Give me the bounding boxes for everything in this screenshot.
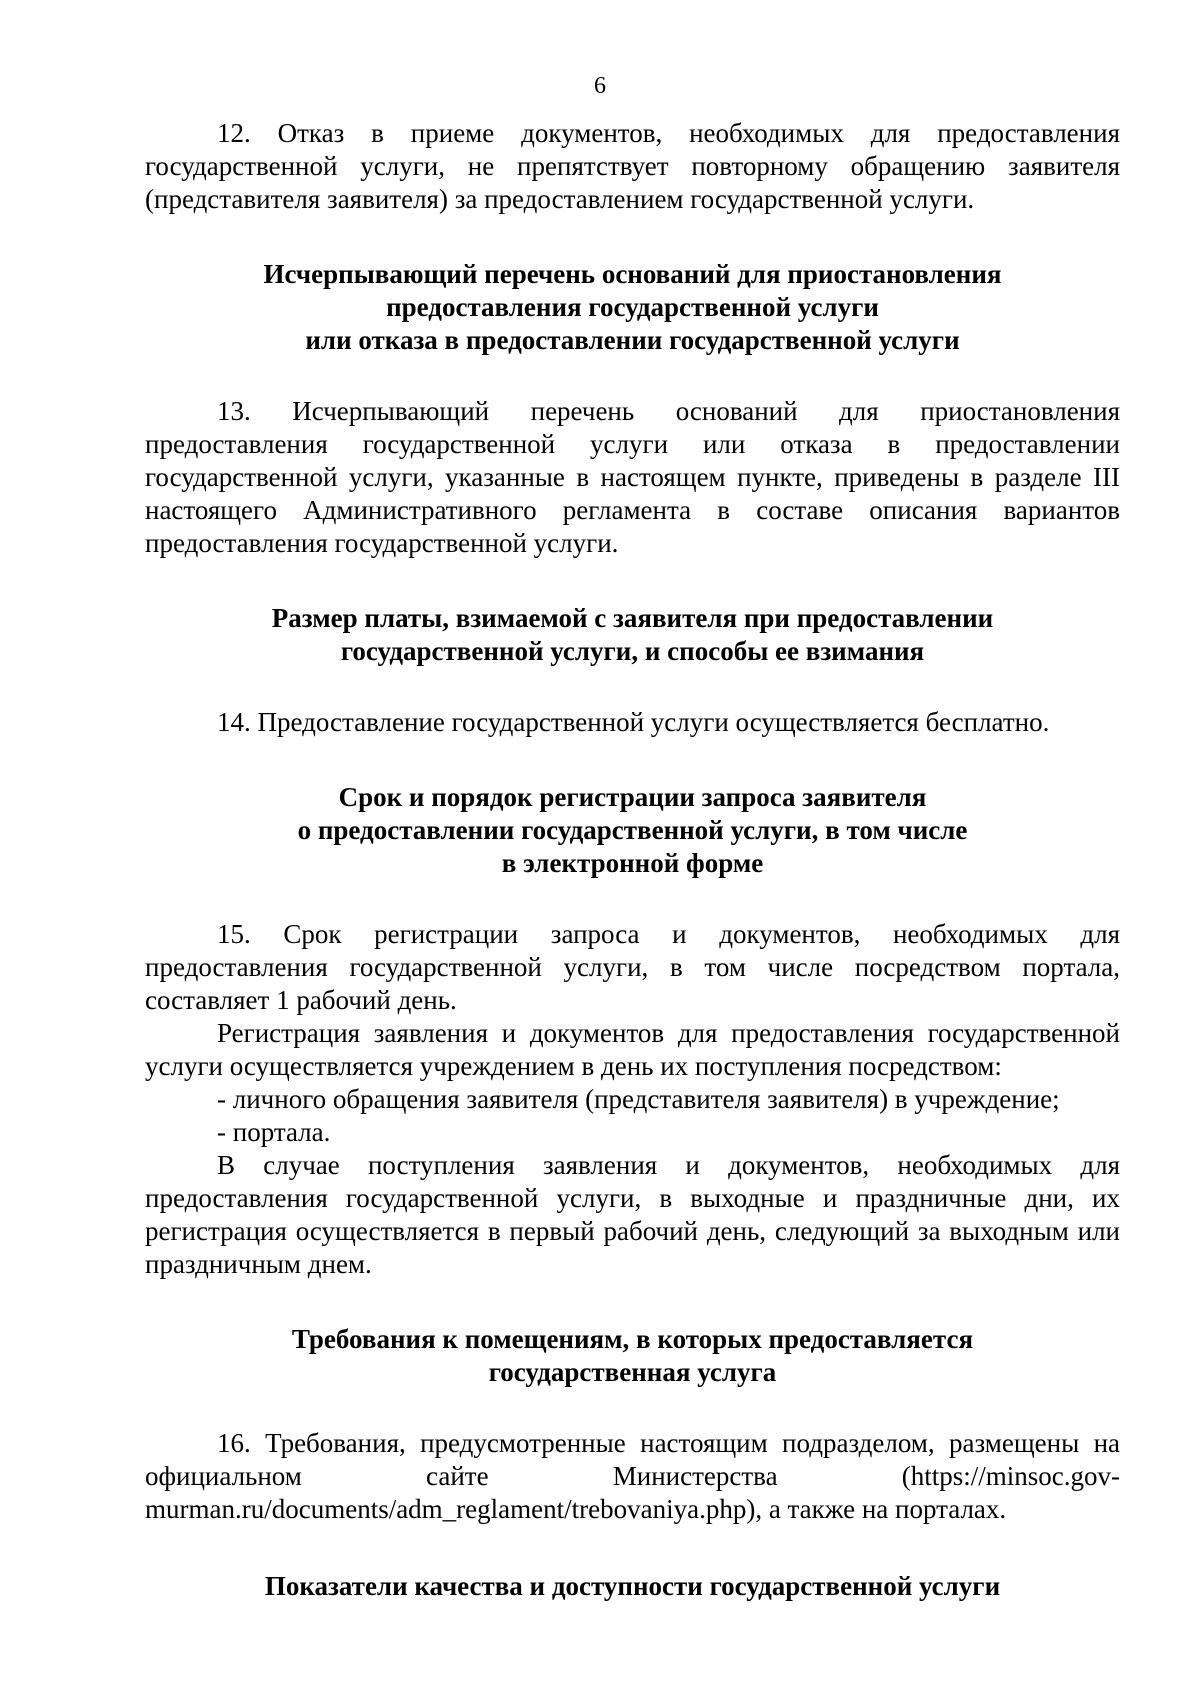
paragraph-12: 12. Отказ в приеме документов, необходимых для предоставления государственной услуги, не препятствует повторному обращению заявителя (представителя заявителя) за предоставлением государственной услуги. xyxy=(145,118,1120,214)
heading-line: Требования к помещениям, в которых предоставляется xyxy=(291,1324,974,1354)
heading-grounds-for-refusal xyxy=(145,258,1120,357)
list-item: - личного обращения заявителя (представителя заявителя) в учреждение; xyxy=(217,1084,1060,1114)
heading-line: или отказа в предоставлении государственной услуги xyxy=(305,325,960,355)
heading-line: Показатели качества и доступности государственной услуги xyxy=(264,1571,1001,1601)
heading-line: государственной услуги, и способы ее взимания xyxy=(340,636,925,666)
heading-line: Срок и порядок регистрации запроса заявителя xyxy=(338,782,927,812)
heading-registration xyxy=(145,781,1120,880)
paragraph-16: 16. Требования, предусмотренные настоящим подразделом, размещены на официальном сайте Министерства (https://minsoc.gov-murman.ru/documents/adm_reglament/trebovaniya.php), а также на порталах. xyxy=(145,1428,1120,1524)
paragraph-15-registration: Регистрация заявления и документов для предоставления государственной услуги осуществляется учреждением в день их поступления посредством: xyxy=(145,1018,1120,1081)
list-item: - портала. xyxy=(217,1117,331,1147)
page-number: 6 xyxy=(594,73,606,99)
heading-line: о предоставлении государственной услуги, в том числе xyxy=(297,815,968,845)
paragraph-13: 13. Исчерпывающий перечень оснований для приостановления предоставления государственной услуги или отказа в предоставлении государственной услуги, указанные в настоящем пункте, приведены в разделе III настоящего Административного регламента в составе описания вариантов предоставления государственной услуги. xyxy=(145,396,1120,558)
paragraph-15-holidays: В случае поступления заявления и документов, необходимых для предоставления государственной услуги, в выходные и праздничные дни, их регистрация осуществляется в первый рабочий день, следующий за выходным или праздничным днем. xyxy=(145,1150,1120,1279)
paragraph-15: 15. Срок регистрации запроса и документов, необходимых для предоставления государственной услуги, в том числе посредством портала, составляет 1 рабочий день. xyxy=(145,919,1120,1015)
heading-line: Размер платы, взимаемой с заявителя при предоставлении xyxy=(271,603,994,633)
heading-line: Исчерпывающий перечень оснований для приостановления xyxy=(263,259,1002,289)
heading-premises xyxy=(145,1323,1120,1389)
heading-line: в электронной форме xyxy=(501,848,764,878)
document-body xyxy=(145,117,1120,1603)
heading-quality-indicators xyxy=(145,1570,1120,1603)
heading-line: государственная услуга xyxy=(488,1357,777,1387)
paragraph-14: 14. Предоставление государственной услуги осуществляется бесплатно. xyxy=(217,707,1050,737)
heading-fee xyxy=(145,602,1120,668)
heading-line: предоставления государственной услуги xyxy=(386,292,879,322)
